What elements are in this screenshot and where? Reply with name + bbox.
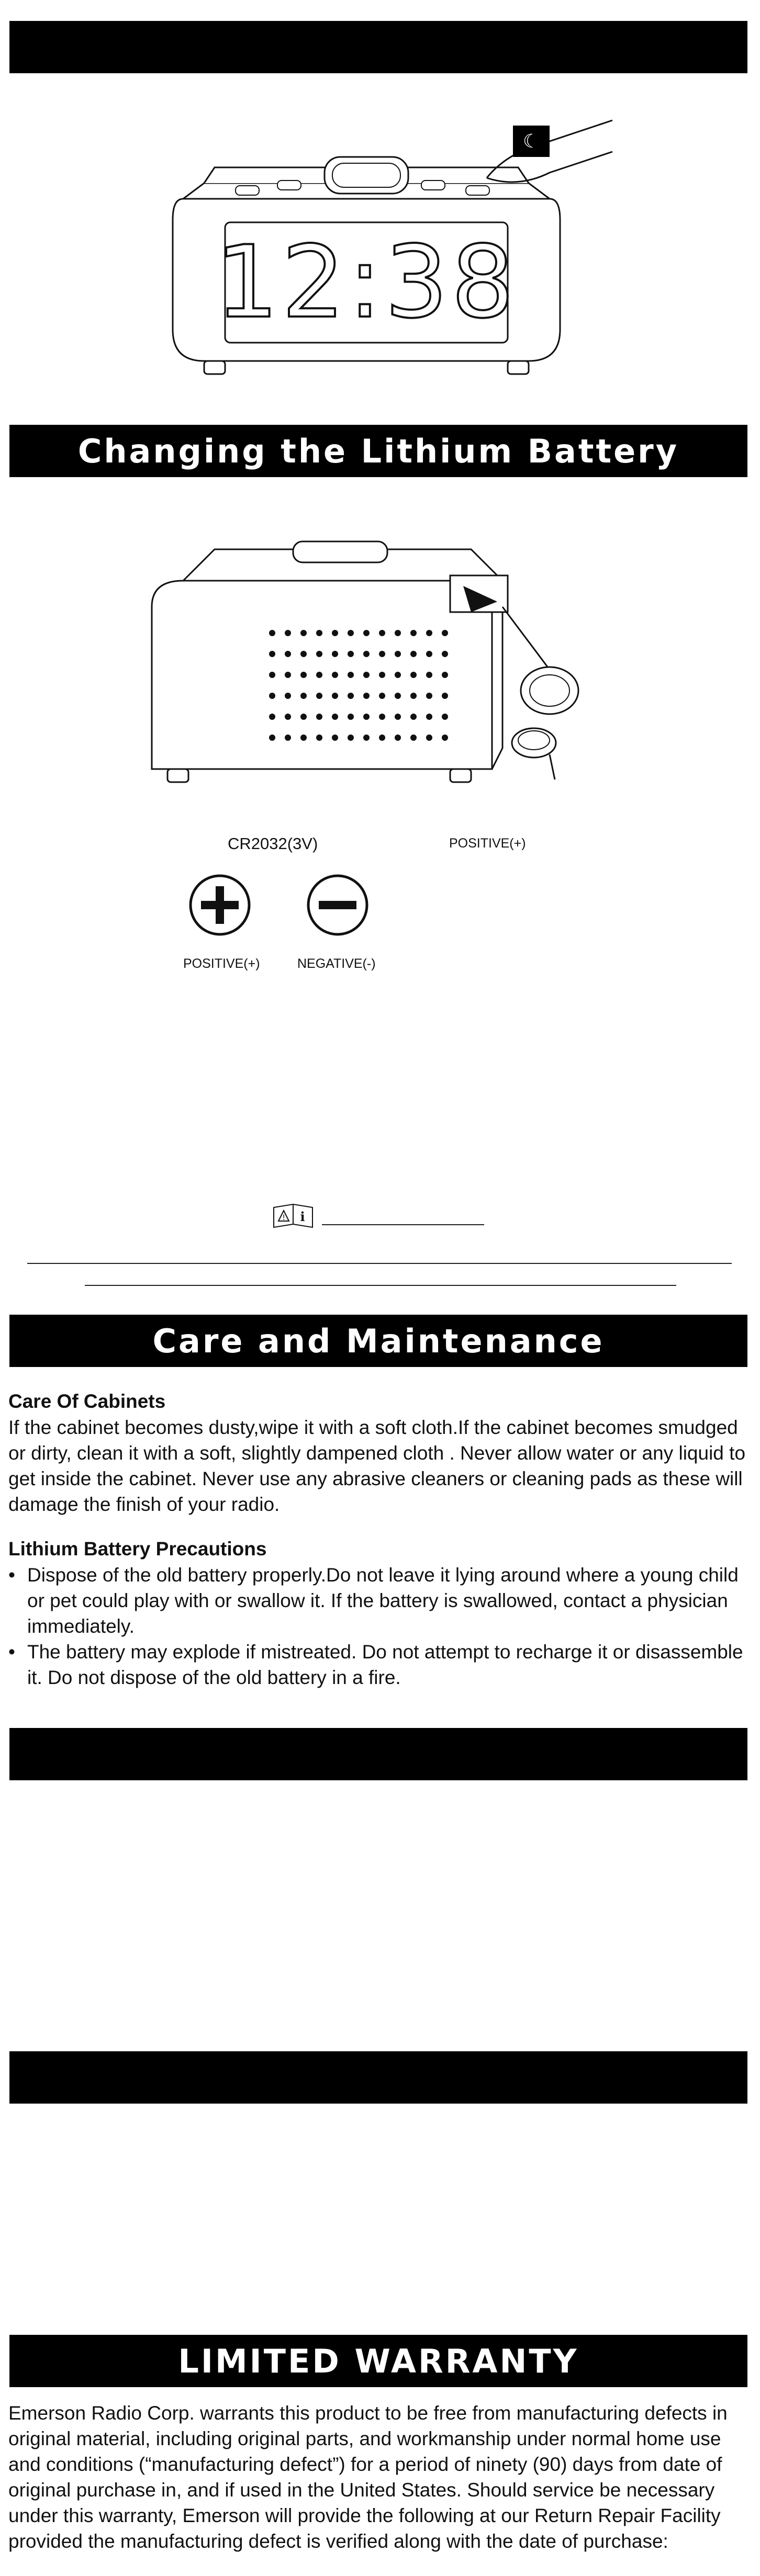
section-title-battery: Changing the Lithium Battery (77, 432, 679, 470)
empty-bar-2 (9, 2051, 747, 2104)
clock-display: 12:38 (215, 224, 518, 340)
section-title-care: Care and Maintenance (152, 1321, 605, 1360)
care-cabinets-text: If the cabinet becomes dusty,wipe it with a soft cloth.If the cabinet becomes smudged or dirty, clean it with a soft, slightly dampened cloth . Never allow water or any liquid to get inside the cabinet. Never use any abrasive cleaners or cleaning pads as these will damage the finish of your radio. (8, 1417, 746, 1515)
battery-illustration (136, 528, 607, 790)
warning-info-icon (272, 1203, 314, 1229)
clock-illustration (152, 131, 623, 403)
pointer-positive-label: POSITIVE(+) (449, 836, 526, 851)
svg-text:i: i (300, 1209, 305, 1224)
divider-line-1 (27, 1263, 732, 1264)
divider-line-2 (85, 1285, 676, 1286)
battery-type-label: CR2032(3V) (228, 834, 318, 853)
precautions-heading: Lithium Battery Precautions (8, 1538, 267, 1560)
positive-label: POSITIVE(+) (183, 956, 260, 971)
negative-label: NEGATIVE(-) (297, 956, 376, 971)
section-title-warranty: LIMITED WARRANTY (178, 2342, 579, 2380)
precautions-list (8, 1562, 752, 1690)
section-bar-care (9, 1315, 747, 1367)
svg-text:!: ! (282, 1214, 285, 1222)
warranty-text: Emerson Radio Corp. warrants this product to be free from manufacturing defects in original material, including original parts, and workmanship under normal home use and conditions (“manufacturing defect”) for a period of ninety (90) days from date of original purchase in, and if used in the United States. Should service be necessary under this warranty, Emerson will provide the following at our Return Repair Facility provided the manufacturing defect is verified along with the date of purchase: (8, 2402, 728, 2552)
care-cabinets-heading: Care Of Cabinets (8, 1391, 166, 1412)
list-item: • The battery may explode if mistreated. Do not attempt to recharge it or disassemble it. Do not dispose of the old battery in a fire. (8, 1641, 743, 1688)
section-bar-warranty (9, 2335, 747, 2387)
minus-icon (306, 874, 369, 936)
svg-text:☾: ☾ (522, 131, 540, 152)
header-bar-top (9, 21, 747, 73)
blank-line (322, 1224, 484, 1225)
empty-bar-1 (9, 1728, 747, 1780)
section-bar-battery (9, 425, 747, 477)
plus-icon (188, 874, 251, 936)
list-item: • Dispose of the old battery properly.Do not leave it lying around where a young child or pet could play with or swallow it. If the battery is swallowed, contact a physician immediately. (8, 1564, 739, 1637)
